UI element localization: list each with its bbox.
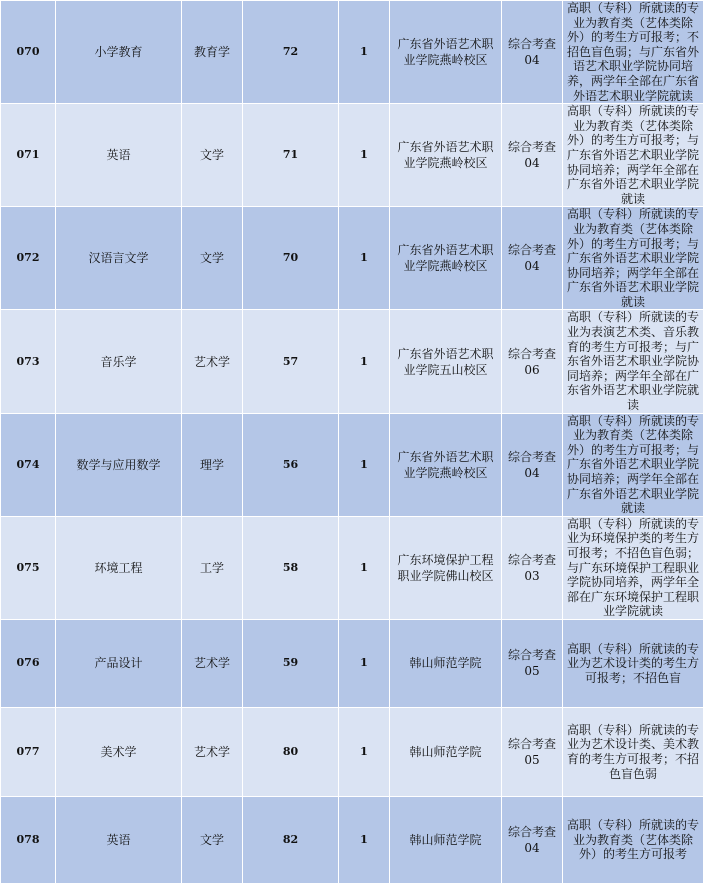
exam-cell: 综合考查05 bbox=[502, 619, 563, 707]
table-row bbox=[1, 707, 703, 796]
school-location-cell: 韩山师范学院 bbox=[390, 619, 502, 707]
school-location-cell: 广东省外语艺术职业学院燕岭校区 bbox=[390, 104, 502, 207]
school-location-cell: 广东省外语艺术职业学院燕岭校区 bbox=[390, 1, 502, 104]
remarks-cell: 高职（专科）所就读的专业为教育类（艺体类除外）的考生方可报考 bbox=[563, 796, 703, 883]
school-location-cell: 广东省外语艺术职业学院五山校区 bbox=[390, 310, 502, 413]
major-code-cell: 073 bbox=[1, 310, 56, 413]
quota-cell: 1 bbox=[339, 516, 390, 619]
major-code-cell: 072 bbox=[1, 207, 56, 310]
discipline-cell: 教育学 bbox=[182, 1, 243, 104]
major-name-cell: 环境工程 bbox=[56, 516, 182, 619]
exam-cell: 综合考查03 bbox=[502, 516, 563, 619]
remarks-cell: 高职（专科）所就读的专业为教育类（艺体类除外）的考生方可报考；与广东省外语艺术职业学院协同培养；两学年全部在广东省外语艺术职业学院就读 bbox=[563, 413, 703, 516]
plan-code-cell: 71 bbox=[243, 104, 339, 207]
remarks-cell: 高职（专科）所就读的专业为环境保护类的考生方可报考；不招色盲色弱；与广东环境保护工程职业学院协同培养，两学年全部在广东环境保护工程职业学院就读 bbox=[563, 516, 703, 619]
plan-code-cell: 58 bbox=[243, 516, 339, 619]
exam-cell: 综合考查04 bbox=[502, 413, 563, 516]
major-name-cell: 音乐学 bbox=[56, 310, 182, 413]
major-code-cell: 074 bbox=[1, 413, 56, 516]
quota-cell: 1 bbox=[339, 796, 390, 883]
plan-code-cell: 72 bbox=[243, 1, 339, 104]
remarks-cell: 高职（专科）所就读的专业为艺术设计类的考生方可报考；不招色盲 bbox=[563, 619, 703, 707]
table-row bbox=[1, 516, 703, 619]
quota-cell: 1 bbox=[339, 310, 390, 413]
major-code-cell: 071 bbox=[1, 104, 56, 207]
plan-code-cell: 57 bbox=[243, 310, 339, 413]
quota-cell: 1 bbox=[339, 207, 390, 310]
plan-code-cell: 82 bbox=[243, 796, 339, 883]
plan-code-cell: 70 bbox=[243, 207, 339, 310]
discipline-cell: 艺术学 bbox=[182, 310, 243, 413]
remarks-cell: 高职（专科）所就读的专业为艺术设计类、美术教育的考生方可报考；不招色盲色弱 bbox=[563, 707, 703, 796]
remarks-cell: 高职（专科）所就读的专业为教育类（艺体类除外）的考生方可报考；与广东省外语艺术职业学院协同培养；两学年全部在广东省外语艺术职业学院就读 bbox=[563, 104, 703, 207]
table-row bbox=[1, 413, 703, 516]
remarks-cell: 高职（专科）所就读的专业为表演艺术类、音乐教育的考生方可报考；与广东省外语艺术职业学院协同培养；两学年全部在广东省外语艺术职业学院就读 bbox=[563, 310, 703, 413]
quota-cell: 1 bbox=[339, 619, 390, 707]
exam-cell: 综合考查04 bbox=[502, 207, 563, 310]
discipline-cell: 文学 bbox=[182, 796, 243, 883]
table-row bbox=[1, 104, 703, 207]
major-code-cell: 078 bbox=[1, 796, 56, 883]
quota-cell: 1 bbox=[339, 707, 390, 796]
school-location-cell: 广东省外语艺术职业学院燕岭校区 bbox=[390, 413, 502, 516]
exam-cell: 综合考查04 bbox=[502, 1, 563, 104]
major-name-cell: 汉语言文学 bbox=[56, 207, 182, 310]
major-name-cell: 英语 bbox=[56, 104, 182, 207]
plan-code-cell: 80 bbox=[243, 707, 339, 796]
discipline-cell: 艺术学 bbox=[182, 707, 243, 796]
major-code-cell: 076 bbox=[1, 619, 56, 707]
plan-code-cell: 56 bbox=[243, 413, 339, 516]
discipline-cell: 艺术学 bbox=[182, 619, 243, 707]
major-name-cell: 美术学 bbox=[56, 707, 182, 796]
major-name-cell: 小学教育 bbox=[56, 1, 182, 104]
table-row bbox=[1, 619, 703, 707]
quota-cell: 1 bbox=[339, 1, 390, 104]
exam-cell: 综合考查06 bbox=[502, 310, 563, 413]
table-row bbox=[1, 1, 703, 104]
exam-cell: 综合考查05 bbox=[502, 707, 563, 796]
discipline-cell: 文学 bbox=[182, 104, 243, 207]
discipline-cell: 工学 bbox=[182, 516, 243, 619]
exam-cell: 综合考查04 bbox=[502, 796, 563, 883]
remarks-cell: 高职（专科）所就读的专业为教育类（艺体类除外）的考生方可报考；与广东省外语艺术职业学院协同培养；两学年全部在广东省外语艺术职业学院就读 bbox=[563, 207, 703, 310]
school-location-cell: 韩山师范学院 bbox=[390, 707, 502, 796]
discipline-cell: 文学 bbox=[182, 207, 243, 310]
discipline-cell: 理学 bbox=[182, 413, 243, 516]
major-code-cell: 077 bbox=[1, 707, 56, 796]
table-row bbox=[1, 207, 703, 310]
plan-code-cell: 59 bbox=[243, 619, 339, 707]
school-location-cell: 韩山师范学院 bbox=[390, 796, 502, 883]
school-location-cell: 广东省外语艺术职业学院燕岭校区 bbox=[390, 207, 502, 310]
exam-cell: 综合考查04 bbox=[502, 104, 563, 207]
table-row bbox=[1, 796, 703, 883]
remarks-cell: 高职（专科）所就读的专业为教育类（艺体类除外）的考生方可报考；不招色盲色弱；与广东省外语艺术职业学院协同培养，两学年全部在广东省外语艺术职业学院就读 bbox=[563, 1, 703, 104]
major-name-cell: 产品设计 bbox=[56, 619, 182, 707]
major-name-cell: 英语 bbox=[56, 796, 182, 883]
quota-cell: 1 bbox=[339, 413, 390, 516]
major-code-cell: 070 bbox=[1, 1, 56, 104]
major-name-cell: 数学与应用数学 bbox=[56, 413, 182, 516]
school-location-cell: 广东环境保护工程职业学院佛山校区 bbox=[390, 516, 502, 619]
quota-cell: 1 bbox=[339, 104, 390, 207]
major-code-cell: 075 bbox=[1, 516, 56, 619]
table-row bbox=[1, 310, 703, 413]
table-body bbox=[1, 1, 703, 884]
